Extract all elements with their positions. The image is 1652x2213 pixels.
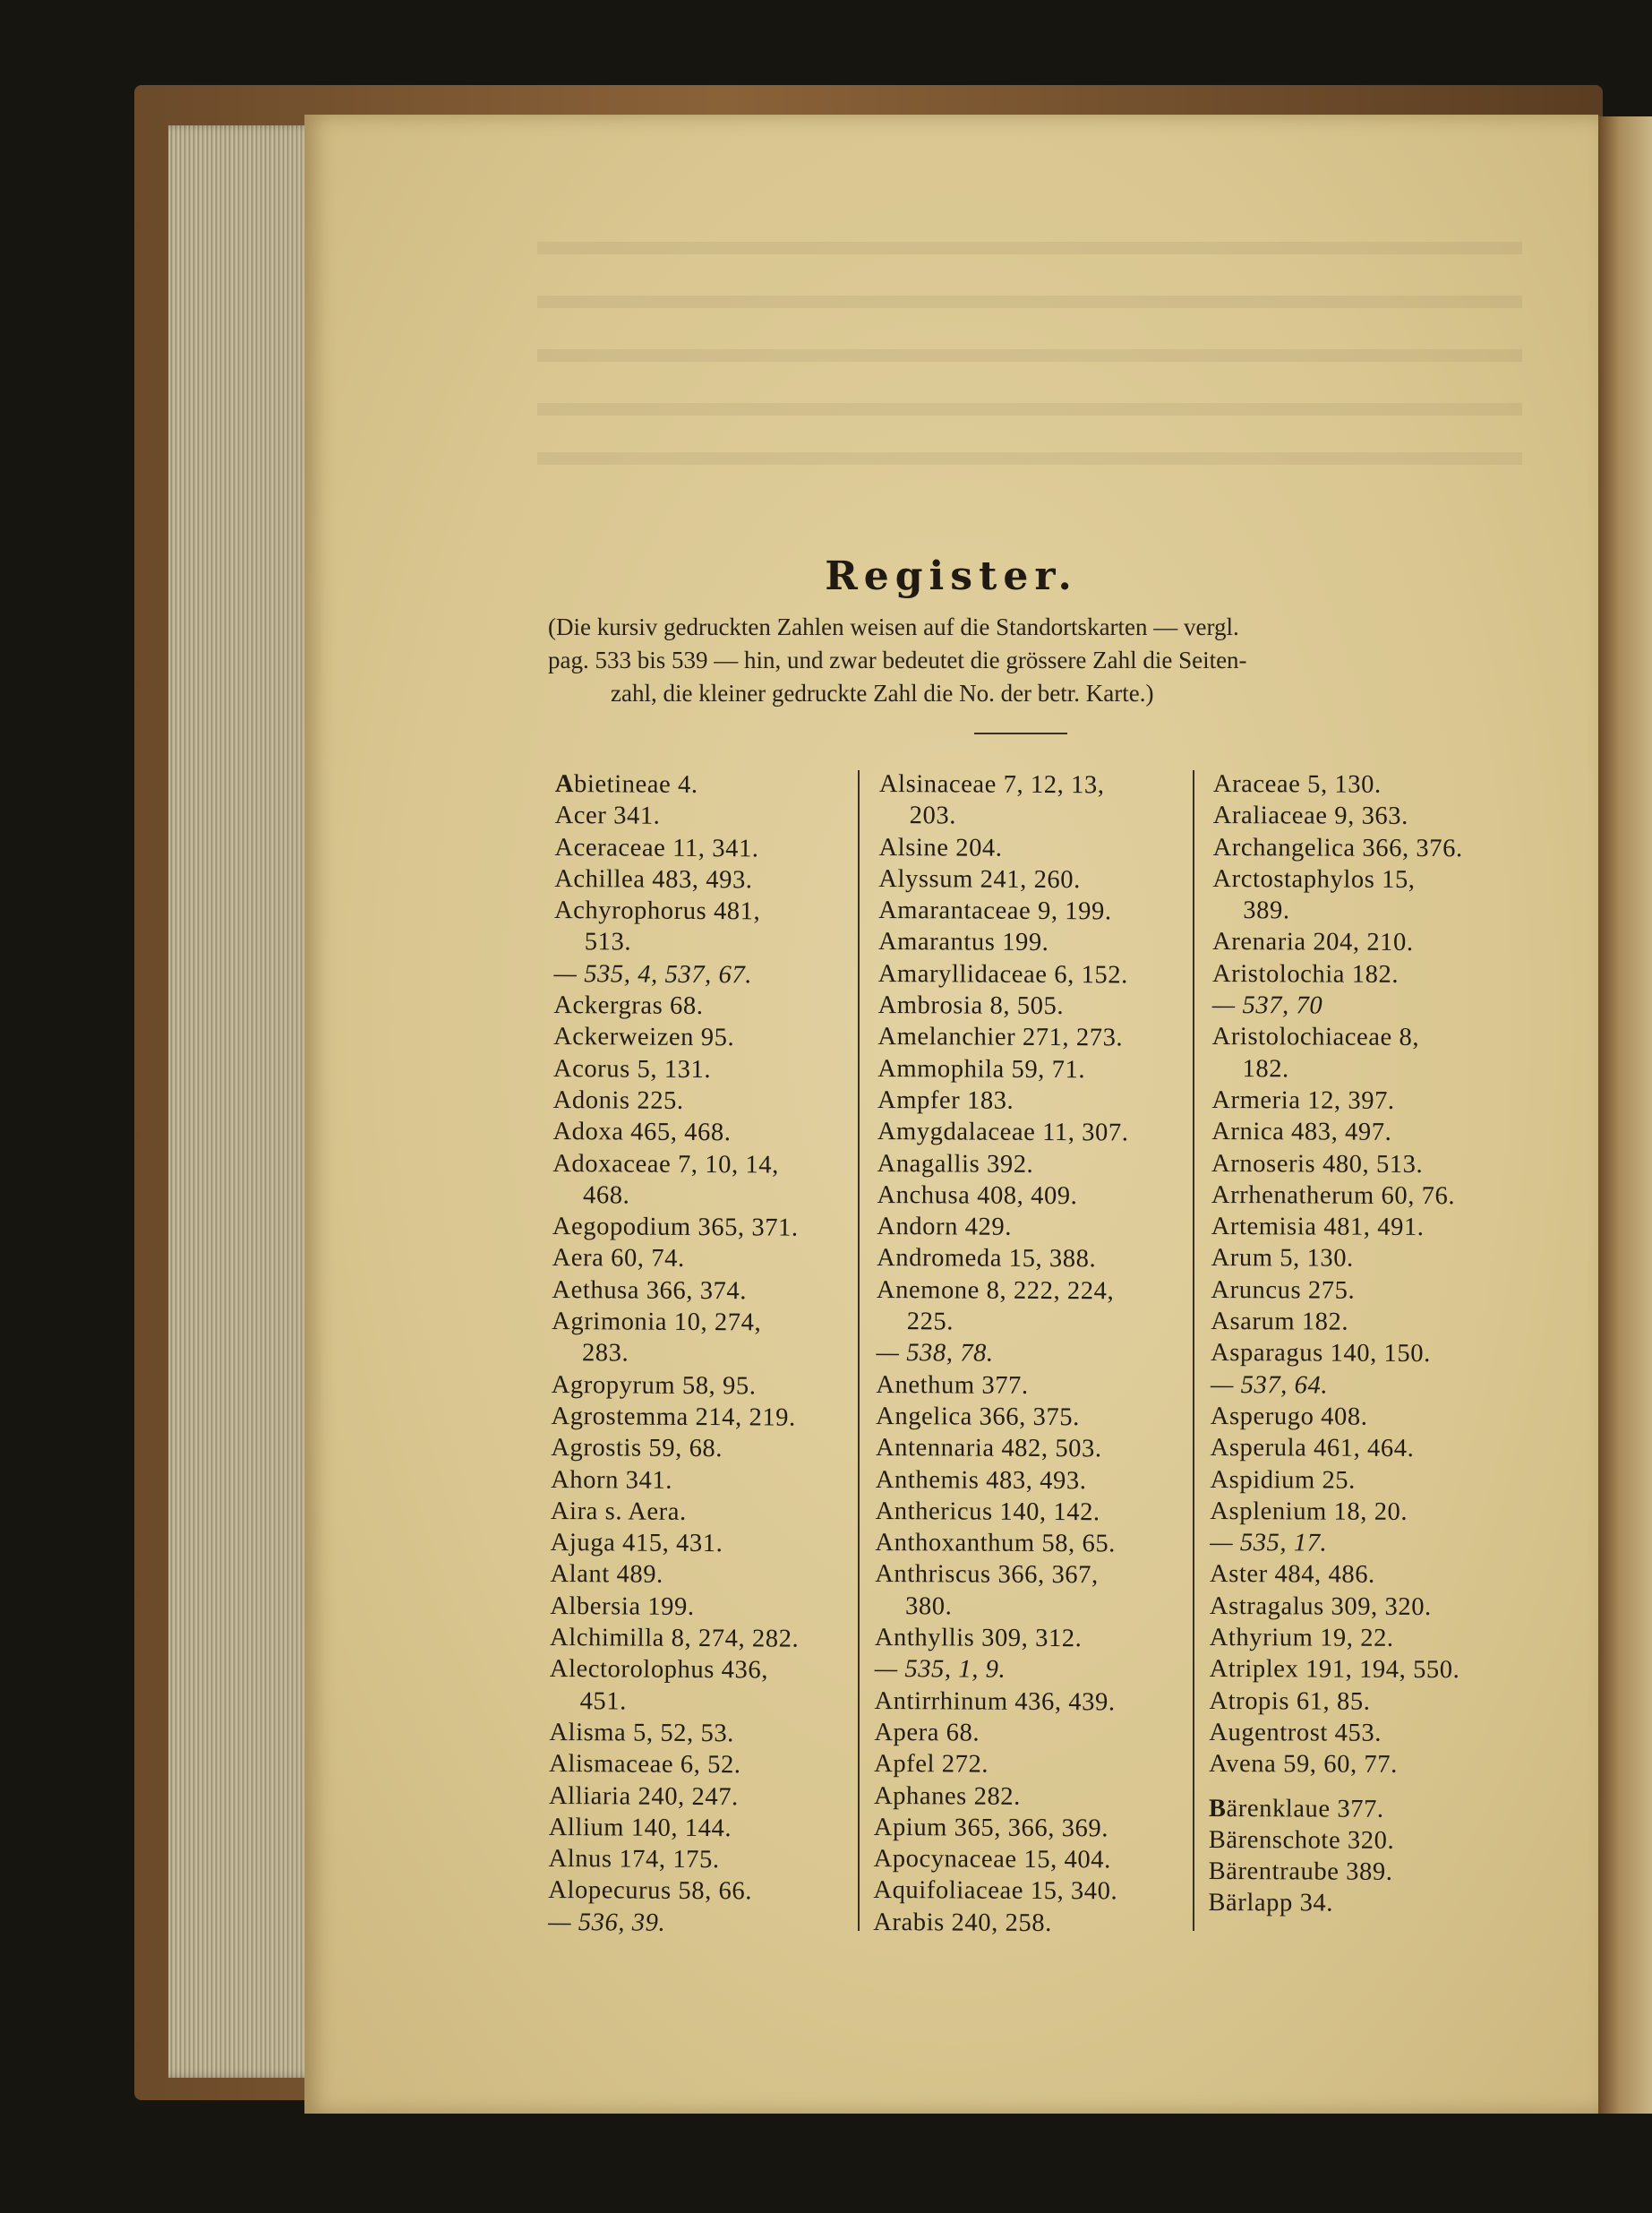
- index-entry-map-ref: — 535, 4, 537, 67.: [553, 959, 753, 990]
- index-entry: Arrhenatherum 60, 76.: [1211, 1180, 1456, 1211]
- index-entry: Anethum 377.: [876, 1370, 1029, 1400]
- index-entry-map-ref: — 535, 1, 9.: [874, 1655, 1006, 1685]
- index-entry: Ahorn 341.: [551, 1465, 673, 1495]
- index-entry-continuation: 451.: [579, 1686, 628, 1716]
- intro-line: pag. 533 bis 539 — hin, und zwar bedeutet die grössere Zahl die Seiten-: [548, 647, 1247, 673]
- index-entry: Asparagus 140, 150.: [1211, 1339, 1431, 1368]
- index-entry-map-ref: — 535, 17.: [1210, 1529, 1328, 1557]
- index-entry: Athyrium 19, 22.: [1209, 1624, 1394, 1652]
- index-entry: Alectorolophus 436,: [549, 1655, 769, 1685]
- page-edges: [168, 125, 321, 2078]
- index-entry: Anthyllis 309, 312.: [874, 1624, 1083, 1653]
- index-entry: Bärenschote 320.: [1208, 1825, 1395, 1855]
- index-entry: Adonis 225.: [552, 1085, 684, 1115]
- index-entry: Agropyrum 58, 95.: [551, 1370, 757, 1401]
- index-entry-continuation: 389.: [1243, 896, 1290, 925]
- index-entry: Asarum 182.: [1211, 1308, 1349, 1336]
- separator-rule: [974, 733, 1067, 734]
- index-entry: Agrimonia 10, 274,: [552, 1308, 762, 1337]
- index-entry: Acorus 5, 131.: [552, 1054, 712, 1084]
- index-entry: Andorn 429.: [877, 1213, 1013, 1241]
- index-entry-continuation: 203.: [909, 802, 957, 830]
- index-entry: Agrostis 59, 68.: [551, 1434, 723, 1463]
- index-entry: Apera 68.: [874, 1718, 980, 1747]
- index-entry: Antirrhinum 436, 439.: [874, 1686, 1116, 1717]
- index-entry: Araliaceae 9, 363.: [1212, 802, 1408, 831]
- index-entry-continuation: 468.: [582, 1181, 630, 1210]
- index-entry: Apium 365, 366, 369.: [873, 1813, 1109, 1843]
- index-entry: Archangelica 366, 376.: [1212, 833, 1463, 862]
- index-entry: Achyrophorus 481,: [553, 896, 761, 926]
- index-entry: Arnica 483, 497.: [1211, 1118, 1392, 1147]
- index-entry: Anchusa 408, 409.: [877, 1180, 1078, 1211]
- index-entry: Aera 60, 74.: [552, 1244, 685, 1274]
- index-entry: Alopecurus 58, 66.: [548, 1876, 753, 1906]
- facing-page-edge: [1598, 116, 1652, 2114]
- index-entry: Ambrosia 8, 505.: [877, 991, 1065, 1021]
- index-entry: Anagallis 392.: [877, 1149, 1034, 1179]
- index-entry: Arum 5, 130.: [1211, 1244, 1354, 1274]
- index-entry-map-ref: — 536, 39.: [548, 1908, 666, 1937]
- index-entry: Aethusa 366, 374.: [552, 1275, 748, 1306]
- index-entry: Achillea 483, 493.: [554, 864, 753, 895]
- index-entry: Asperugo 408.: [1210, 1402, 1368, 1431]
- index-entry: Ackergras 68.: [553, 991, 704, 1021]
- index-entry: Aira s. Aera.: [550, 1497, 687, 1526]
- index-entry-continuation: 380.: [905, 1591, 953, 1621]
- index-column-1: [548, 768, 851, 1940]
- index-entry: Asperula 461, 464.: [1210, 1434, 1415, 1463]
- index-entry: Andromeda 15, 388.: [877, 1244, 1097, 1274]
- page-title: Register.: [825, 553, 1078, 599]
- index-entry: Astragalus 309, 320.: [1209, 1591, 1432, 1621]
- index-entry: Alismaceae 6, 52.: [549, 1750, 741, 1780]
- index-entry: Amarantus 199.: [877, 928, 1049, 957]
- index-entry: Apfel 272.: [874, 1750, 989, 1779]
- index-entry: Bärentraube 389.: [1208, 1857, 1393, 1886]
- index-entry: Alliaria 240, 247.: [548, 1781, 739, 1811]
- index-entry: Avena 59, 60, 77.: [1209, 1750, 1398, 1780]
- index-entry: Alant 489.: [550, 1560, 663, 1590]
- index-entry: Aspidium 25.: [1210, 1465, 1356, 1495]
- index-entry: Bärenklaue 377.: [1208, 1794, 1384, 1823]
- index-column-3: [1208, 768, 1536, 1920]
- index-entry: Ackerweizen 95.: [553, 1023, 735, 1052]
- index-entry: Atriplex 191, 194, 550.: [1209, 1655, 1460, 1685]
- show-through-text: [537, 349, 1522, 362]
- show-through-text: [537, 403, 1522, 416]
- index-entry: Alyssum 241, 260.: [878, 864, 1081, 895]
- index-entry: Anemone 8, 222, 224,: [876, 1275, 1115, 1306]
- column-divider: [1193, 770, 1194, 1931]
- index-entry: Anthemis 483, 493.: [875, 1465, 1087, 1495]
- index-entry: Amarantaceae 9, 199.: [878, 896, 1112, 926]
- index-entry: Aegopodium 365, 371.: [552, 1213, 799, 1242]
- index-column-2: [873, 768, 1184, 1940]
- index-entry: Atropis 61, 85.: [1209, 1686, 1371, 1716]
- index-entry: Armeria 12, 397.: [1211, 1085, 1395, 1115]
- intro-line: (Die kursiv gedruckten Zahlen weisen auf die Standortskarten — vergl.: [548, 613, 1239, 640]
- index-entry: Ajuga 415, 431.: [550, 1529, 723, 1558]
- intro-paragraph: [548, 611, 1497, 710]
- index-entry: Apocynaceae 15, 404.: [873, 1845, 1111, 1874]
- index-entry: Araceae 5, 130.: [1212, 770, 1382, 799]
- index-entry: Allium 140, 144.: [548, 1813, 732, 1843]
- intro-line: zahl, die kleiner gedruckte Zahl die No. der betr. Karte.): [611, 680, 1154, 707]
- index-entry: Angelica 366, 375.: [876, 1402, 1080, 1432]
- index-entry: Abietineae 4.: [554, 769, 698, 799]
- index-entry: Aphanes 282.: [873, 1781, 1022, 1811]
- index-entry: Agrostemma 214, 219.: [551, 1402, 796, 1432]
- index-entry-continuation: 283.: [581, 1339, 629, 1368]
- show-through-text: [537, 242, 1522, 254]
- index-entry: Aristolochia 182.: [1211, 959, 1399, 989]
- index-entry: Anthericus 140, 142.: [875, 1497, 1100, 1527]
- index-entry: Anthoxanthum 58, 65.: [875, 1529, 1117, 1558]
- index-entry-map-ref: — 537, 64.: [1210, 1370, 1329, 1400]
- index-entry: Amaryllidaceae 6, 152.: [877, 959, 1128, 990]
- index-entry: Ampfer 183.: [877, 1085, 1014, 1115]
- index-entry: Augentrost 453.: [1209, 1718, 1382, 1747]
- index-entry-continuation: 225.: [906, 1308, 954, 1336]
- show-through-text: [537, 296, 1522, 308]
- index-entry: Adoxaceae 7, 10, 14,: [552, 1149, 779, 1179]
- index-entry: Aquifoliaceae 15, 340.: [873, 1876, 1118, 1906]
- show-through-text: [537, 452, 1522, 465]
- index-entry: Aceraceae 11, 341.: [554, 833, 759, 862]
- index-entry: Aster 484, 486.: [1210, 1560, 1375, 1590]
- index-entry: Asplenium 18, 20.: [1210, 1497, 1408, 1526]
- index-entry: Ammophila 59, 71.: [877, 1054, 1086, 1084]
- index-entry: Arenaria 204, 210.: [1212, 928, 1414, 957]
- index-entry: Arabis 240, 258.: [873, 1908, 1052, 1937]
- index-entry: Arnoseris 480, 513.: [1211, 1149, 1424, 1179]
- index-entry: Alsinaceae 7, 12, 13,: [878, 770, 1105, 800]
- index-entry-continuation: 513.: [584, 928, 632, 957]
- index-entry: Alchimilla 8, 274, 282.: [549, 1623, 800, 1653]
- index-entry: Alnus 174, 175.: [548, 1845, 720, 1874]
- index-entry-map-ref: — 537, 70: [1211, 991, 1323, 1020]
- index-entry: Acer 341.: [554, 802, 661, 831]
- index-entry: Arctostaphylos 15,: [1212, 864, 1416, 894]
- index-entry-continuation: 182.: [1242, 1054, 1289, 1084]
- index-entry: Anthriscus 366, 367,: [875, 1560, 1099, 1590]
- column-divider: [858, 770, 860, 1931]
- index-entry: Bärlapp 34.: [1208, 1889, 1334, 1917]
- index-entry: Aristolochiaceae 8,: [1211, 1023, 1420, 1052]
- index-entry: Alisma 5, 52, 53.: [549, 1718, 735, 1748]
- index-entry: Amelanchier 271, 273.: [877, 1023, 1124, 1052]
- index-entry: Antennaria 482, 503.: [875, 1434, 1102, 1463]
- index-entry: Alsine 204.: [878, 833, 1003, 862]
- index-entry: Adoxa 465, 468.: [552, 1118, 732, 1147]
- index-entry: Artemisia 481, 491.: [1211, 1213, 1425, 1242]
- index-entry: Aruncus 275.: [1211, 1275, 1356, 1305]
- index-entry-map-ref: — 538, 78.: [876, 1339, 994, 1368]
- index-entry: Albersia 199.: [550, 1591, 695, 1621]
- index-entry: Amygdalaceae 11, 307.: [877, 1118, 1129, 1147]
